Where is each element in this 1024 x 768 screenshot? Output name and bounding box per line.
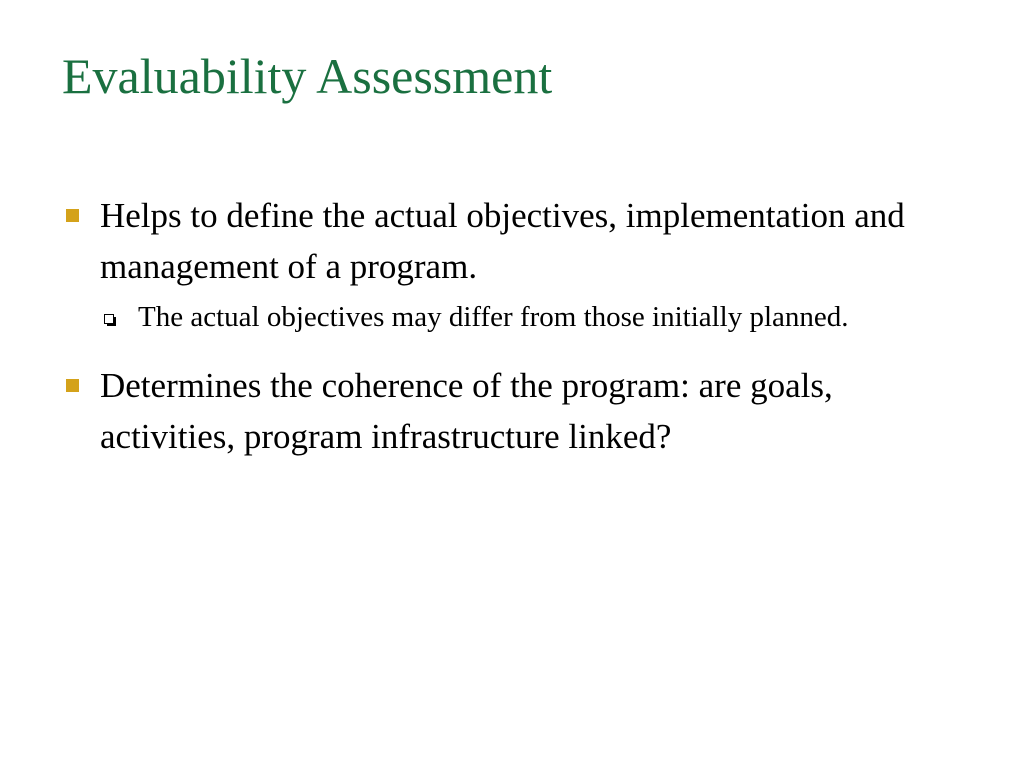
square-bullet-icon xyxy=(66,209,79,222)
sub-bullet-text: The actual objectives may differ from those initially planned. xyxy=(138,301,849,333)
bullet-item xyxy=(62,360,962,462)
bullet-item xyxy=(62,190,962,338)
bullet-text: Determines the coherence of the program: are goals, activities, program infrastructure linked? xyxy=(100,366,833,456)
sub-bullet-item xyxy=(100,296,962,338)
bullet-list xyxy=(62,190,962,484)
square-bullet-icon xyxy=(66,379,79,392)
bullet-text: Helps to define the actual objectives, implementation and management of a program. xyxy=(100,196,905,286)
hollow-square-bullet-icon xyxy=(104,314,114,324)
sub-bullet-list xyxy=(100,296,962,338)
slide-title: Evaluability Assessment xyxy=(62,48,553,104)
